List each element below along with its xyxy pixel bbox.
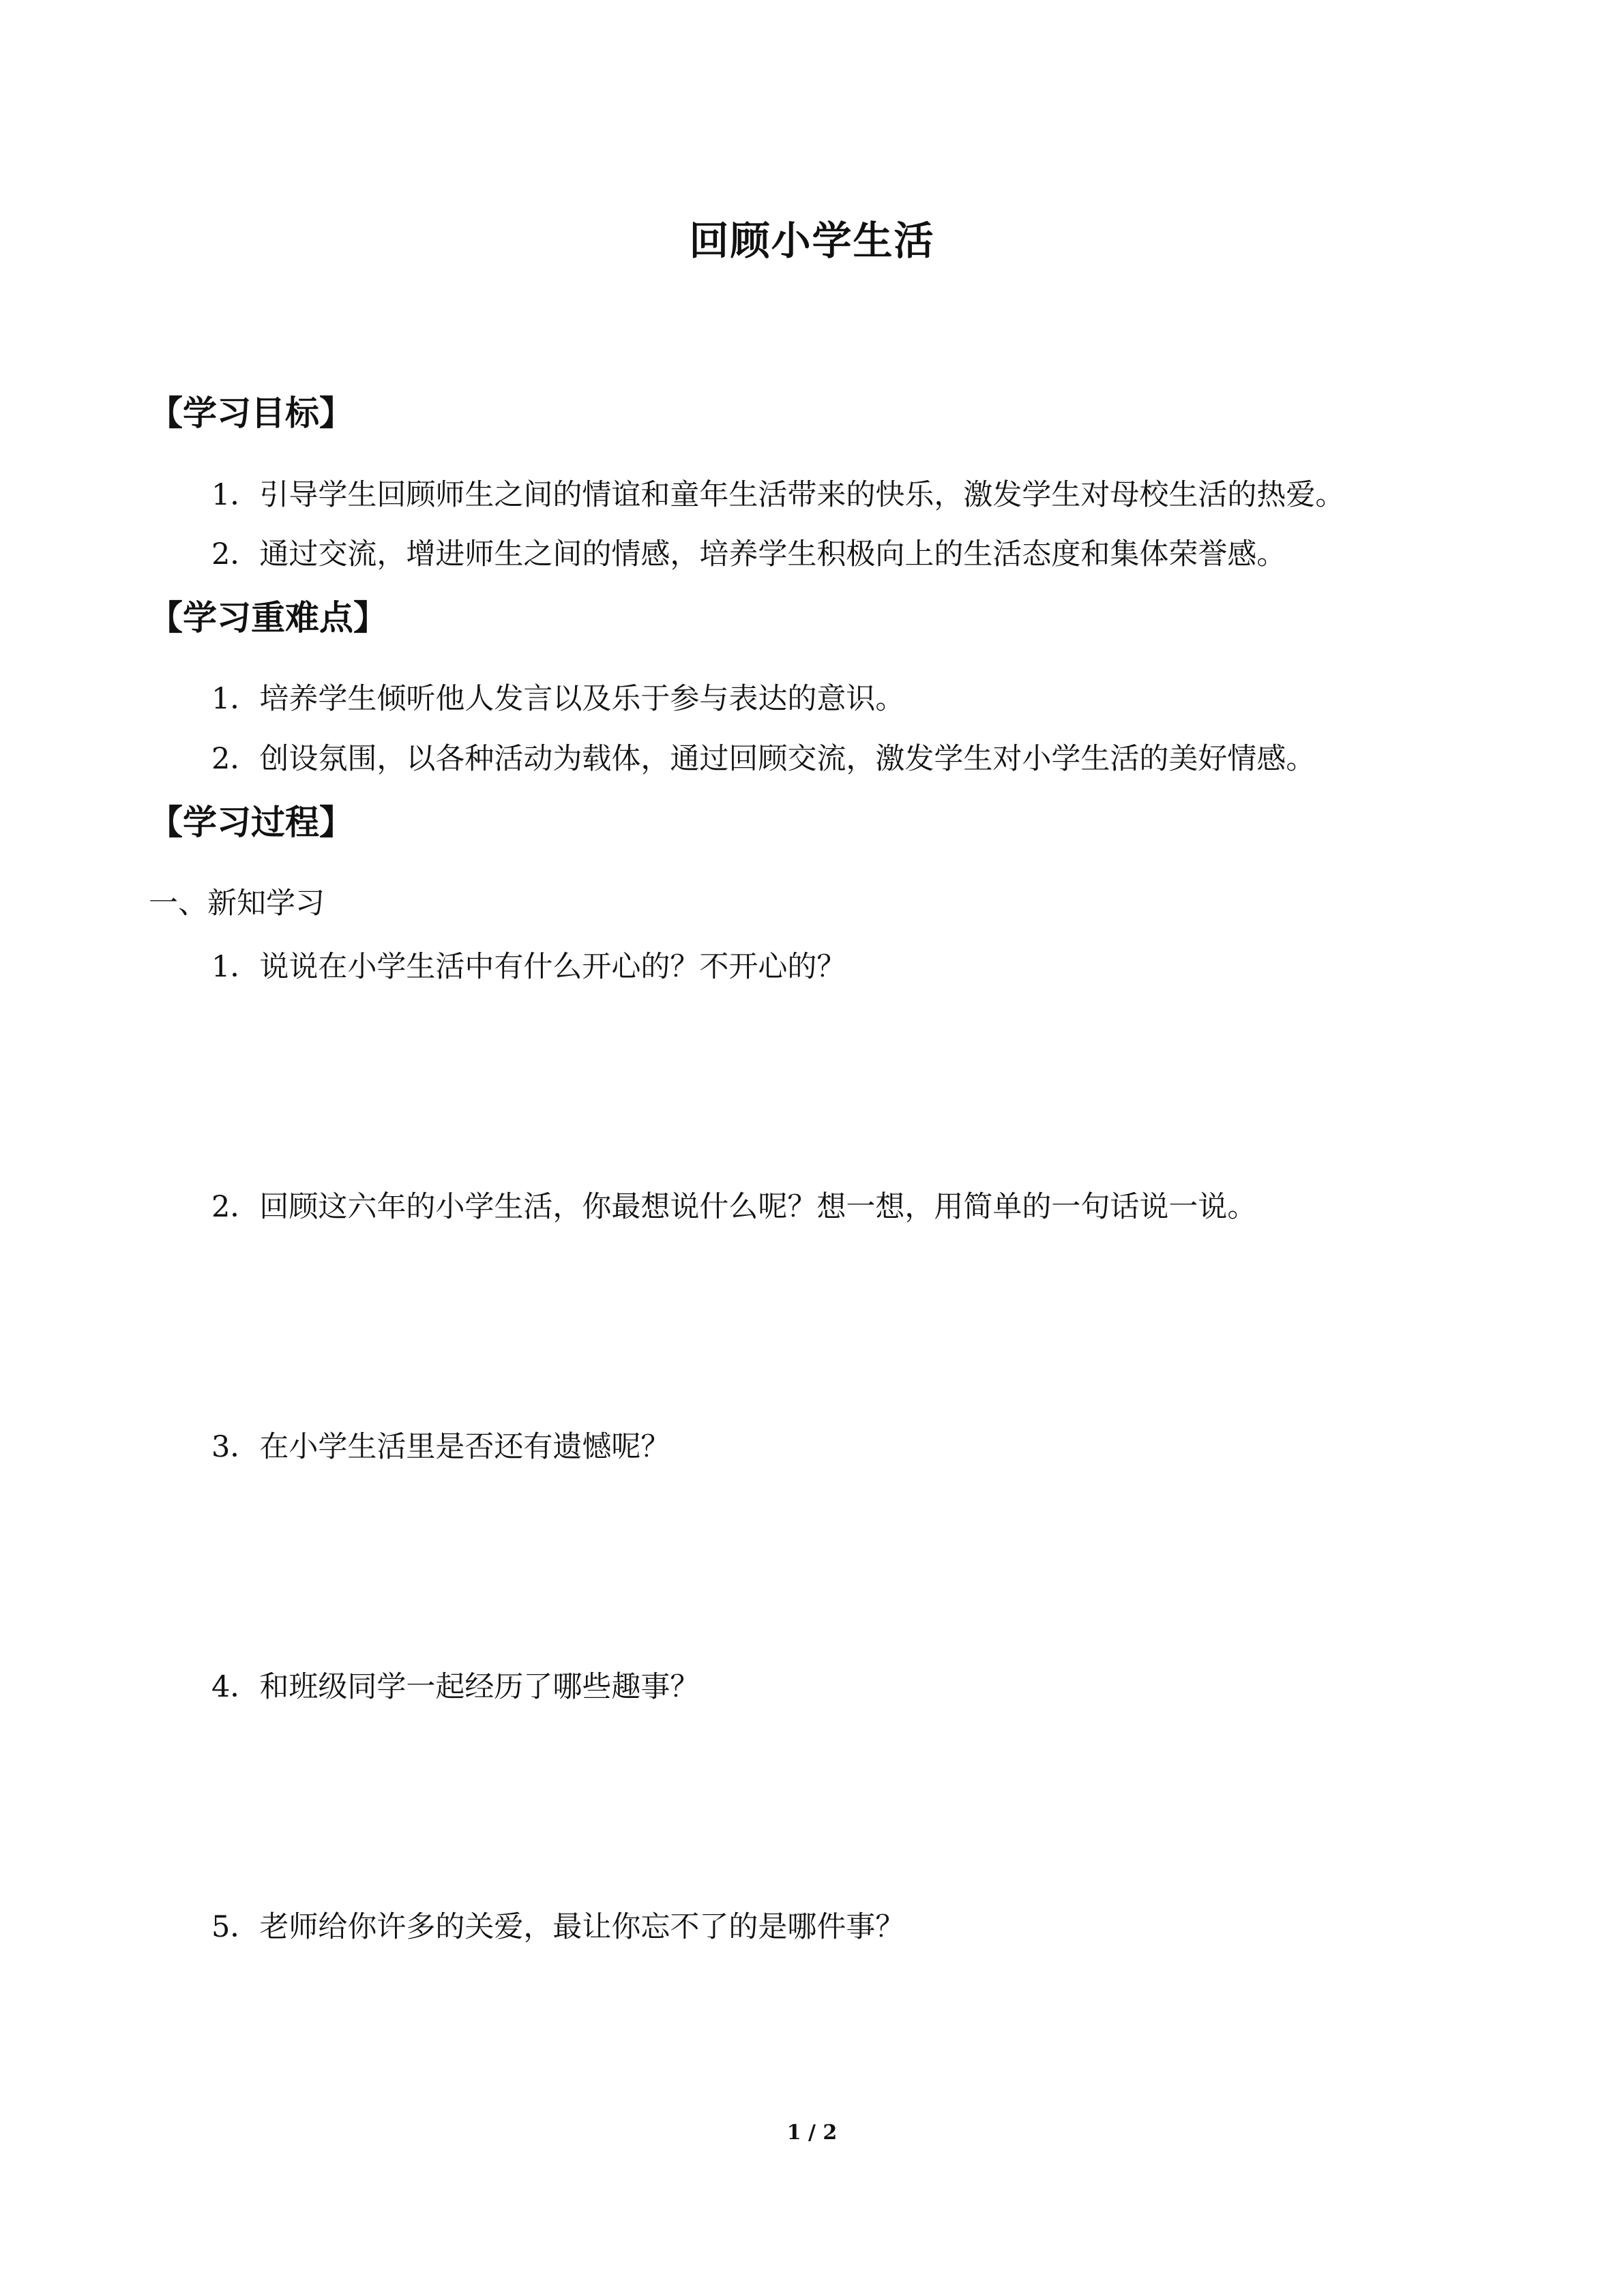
question-item-1: 1．说说在小学生活中有什么开心的？不开心的？ (211, 950, 846, 984)
objective-item-1: 1．引导学生回顾师生之间的情谊和童年生活带来的快乐，激发学生对母校生活的热爱。 (211, 478, 1345, 512)
question-item-5: 5．老师给你许多的关爱，最让你忘不了的是哪件事？ (211, 1910, 905, 1944)
section-heading-key-points: 【学习重难点】 (149, 597, 387, 638)
key-point-item-1: 1．培养学生倾听他人发言以及乐于参与表达的意识。 (211, 682, 905, 716)
process-subheading: 一、新知学习 (149, 886, 325, 921)
section-heading-process: 【学习过程】 (149, 802, 353, 842)
section-heading-objectives: 【学习目标】 (149, 393, 353, 433)
question-item-3: 3．在小学生活里是否还有遗憾呢？ (211, 1430, 670, 1464)
key-point-item-2: 2．创设氛围，以各种活动为载体，通过回顾交流，激发学生对小学生活的美好情感。 (211, 742, 1316, 776)
objective-item-2: 2．通过交流，增进师生之间的情感，培养学生积极向上的生活态度和集体荣誉感。 (211, 537, 1286, 571)
question-item-2: 2．回顾这六年的小学生活，你最想说什么呢？想一想，用简单的一句话说一说。 (211, 1190, 1257, 1224)
question-item-4: 4．和班级同学一起经历了哪些趣事？ (211, 1670, 700, 1704)
page-number: 1 / 2 (786, 2121, 838, 2145)
page-title: 回顾小学生活 (689, 218, 935, 264)
